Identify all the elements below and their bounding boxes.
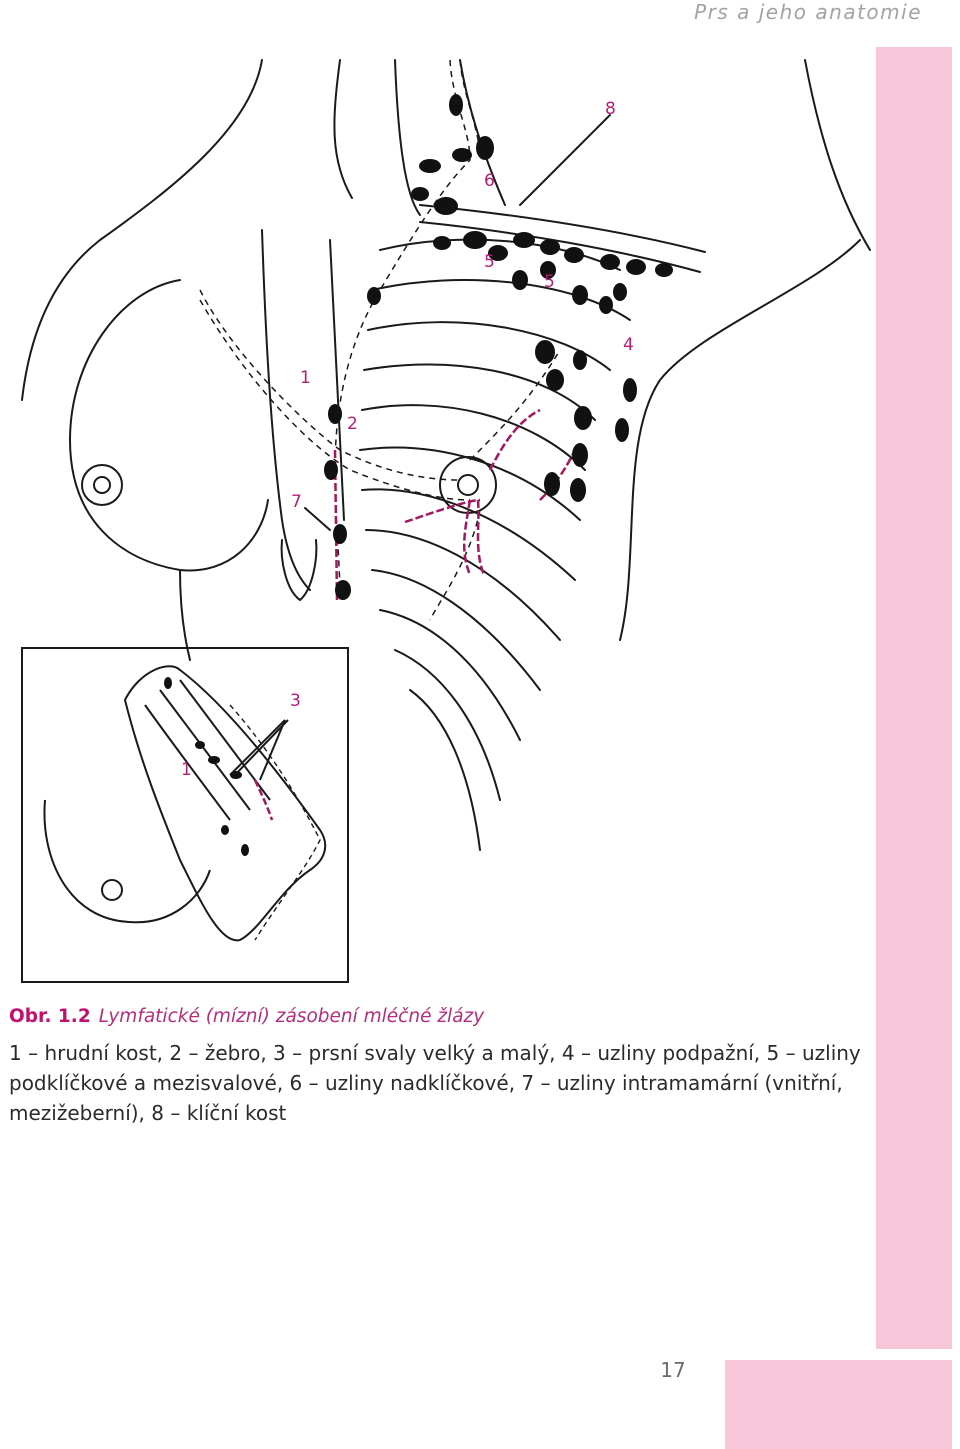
figure-label-2: 2 (347, 414, 358, 434)
figure-label-1: 1 (300, 368, 311, 388)
pink-footer-strip (725, 1360, 952, 1449)
figure-caption (9, 1004, 869, 1128)
caption-body: 1 – hrudní kost, 2 – žebro, 3 – prsní svaly velký a malý, 4 – uzliny podpažní, 5 – uzliny podklíčkové a mezisvalové, 6 – uzliny nadklíčkové, 7 – uzliny intramamární (vnitřní, mezižeberní), 8 – klíční kost (9, 1041, 861, 1125)
figure-label-5-left: 5 (484, 252, 495, 272)
inset-label-1: 1 (181, 760, 192, 780)
caption-title (9, 1004, 869, 1030)
inset-label-3: 3 (290, 691, 301, 711)
page-header-title: Prs a jeho anatomie (694, 0, 922, 24)
lymphatic-figure (0, 40, 880, 1000)
figure-label-8: 8 (605, 99, 616, 119)
figure-label-4: 4 (623, 335, 634, 355)
figure-label-5-right: 5 (544, 272, 555, 292)
caption-label: Obr. 1.2 (9, 1006, 91, 1027)
caption-heading: Lymfatické (mízní) zásobení mléčné žlázy (98, 1006, 485, 1027)
figure-label-7: 7 (291, 492, 302, 512)
page-number: 17 (660, 1358, 686, 1382)
pink-side-strip (876, 47, 952, 1349)
figure-label-6: 6 (484, 171, 495, 191)
